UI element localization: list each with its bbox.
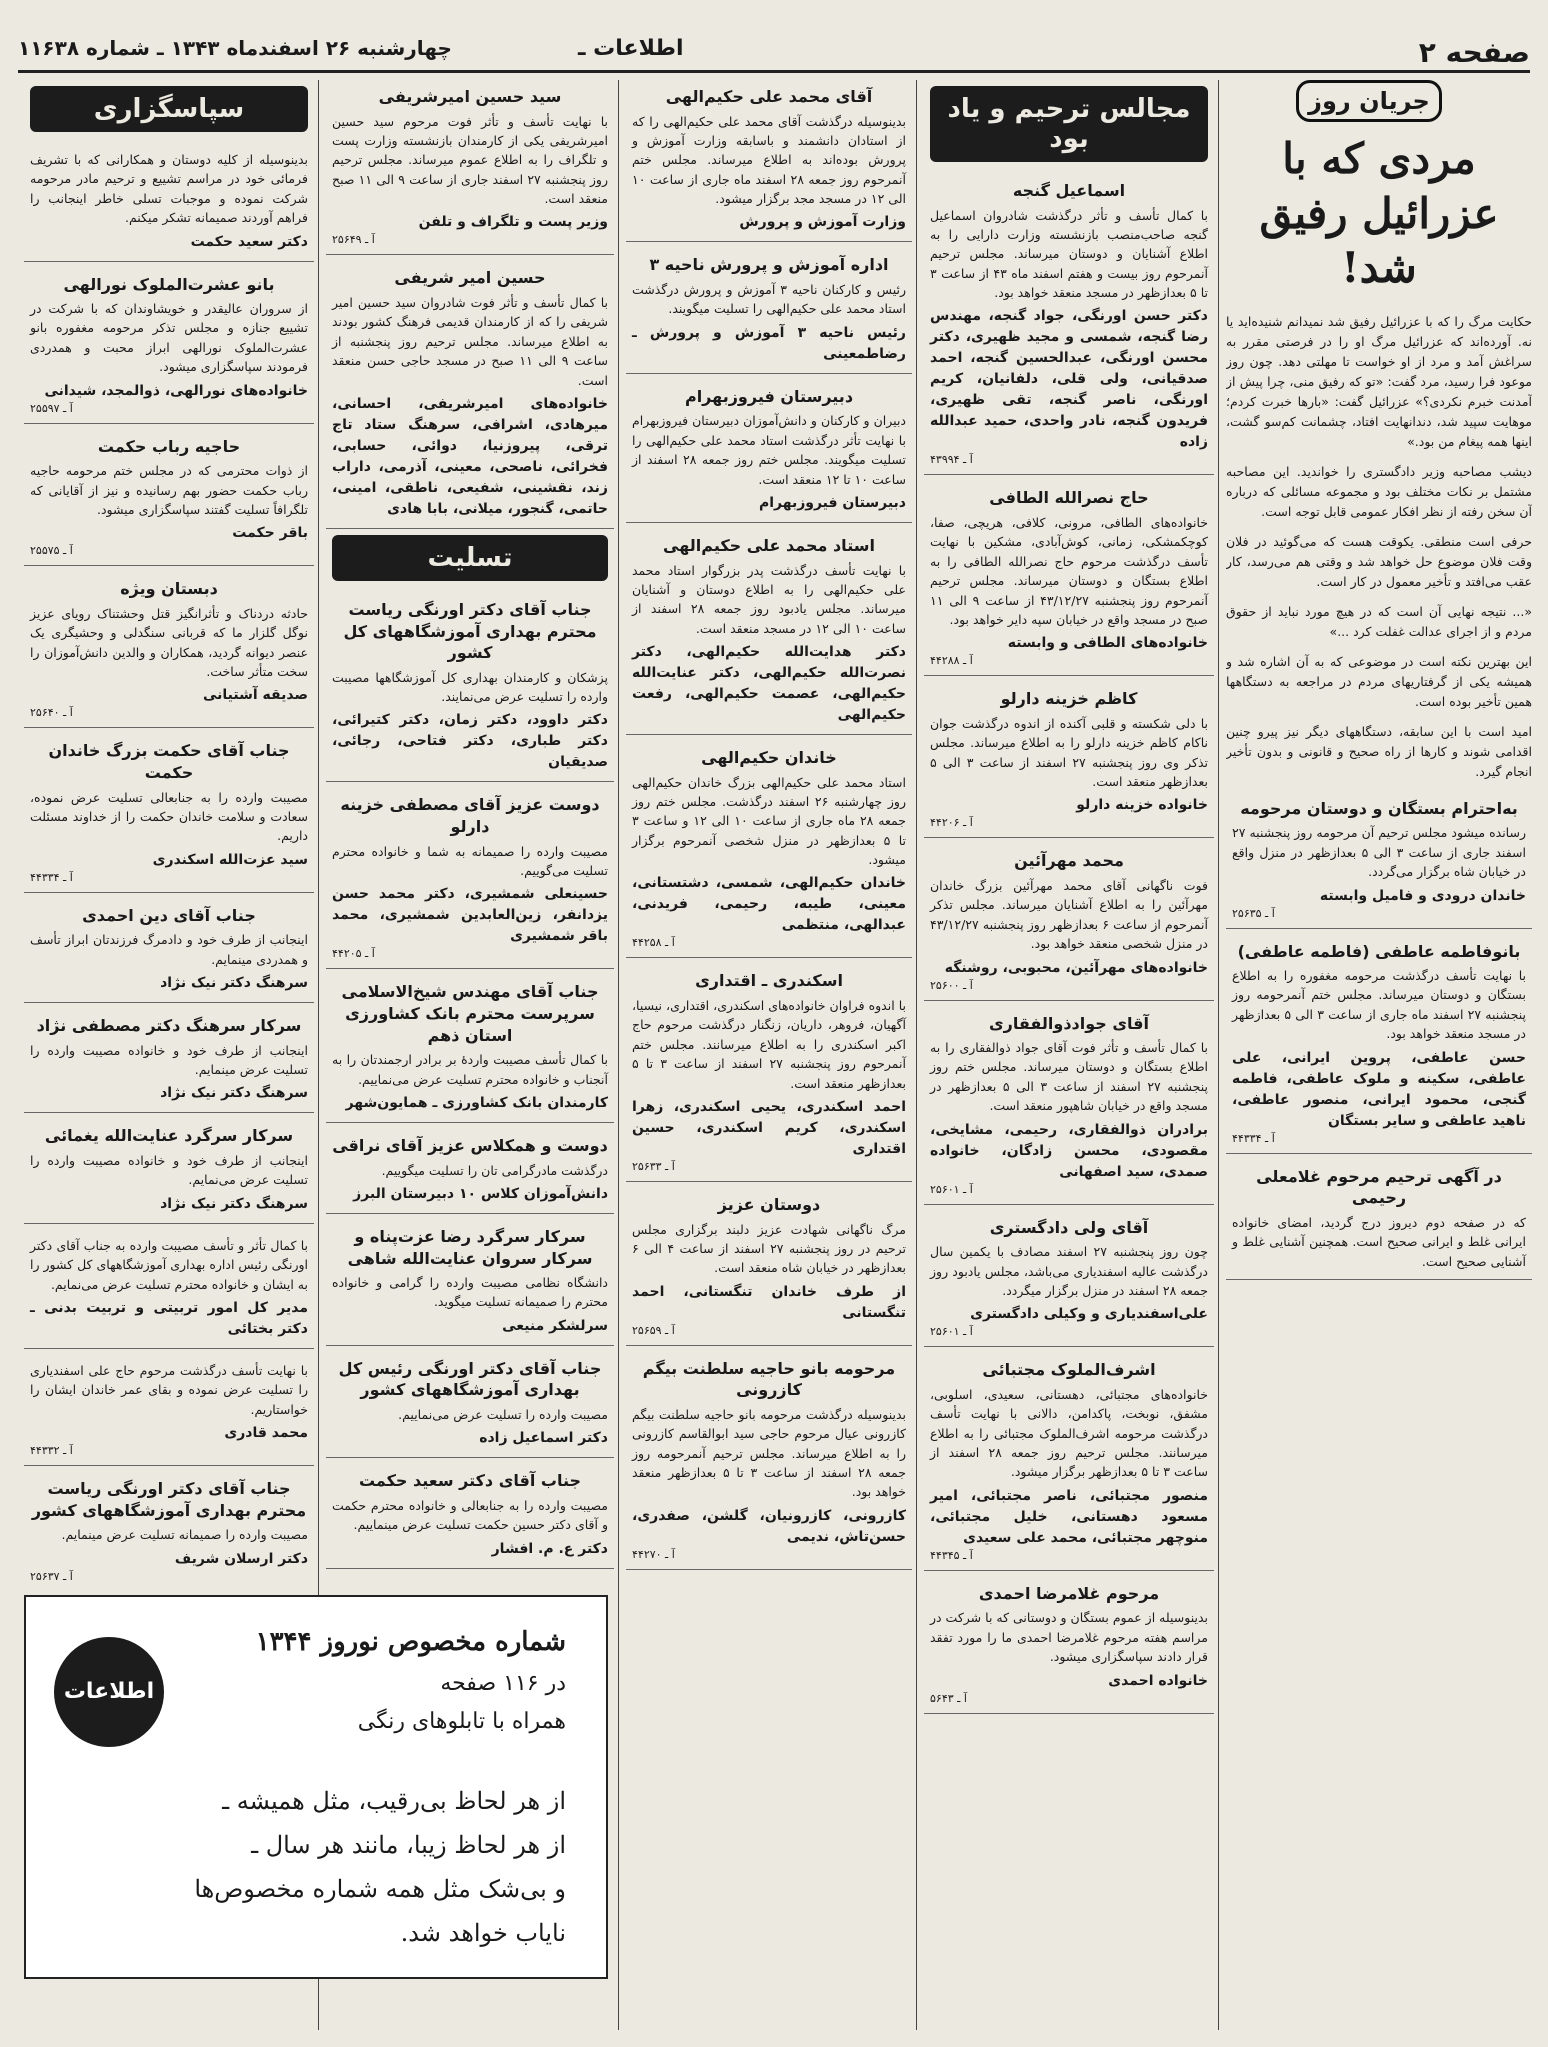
death-notice — [626, 248, 912, 373]
death-notice — [626, 380, 912, 523]
paper-name: اطلاعات ـ — [578, 36, 684, 61]
notice-signature: خانواده‌های نورالهی، ذوالمجد، شیدانی — [44, 382, 308, 399]
notice-title: دوستان عزیز — [717, 1194, 821, 1214]
notice-body: با نهایت تأسف درگذشت پدر بزرگوار استاد محمد علی حکیم‌الهی را به اطلاع دوستان و آشنایان میرساند. مجلس یادبود روز جمعه ۲۸ اسفند از ساعت ۱۰ الی ۱۲ در مسجد منعقد است. — [632, 562, 906, 636]
notice-reference: آ ـ ۲۵۵۷۵ — [30, 544, 73, 558]
notice-signature: دکتر هدایت‌الله حکیم‌الهی، دکتر نصرت‌الله حکیم‌الهی، دکتر عنایت‌الله حکیم‌الهی، عصمت حکیم‌الهی، رفعت حکیم‌الهی — [632, 644, 906, 723]
notices-list — [924, 174, 1214, 1714]
notice-body: با کمال تأسف و تأثر فوت شادروان سید حسین امیر شریفی را که از کارمندان قدیمی فرهنگ کشور بودند به اطلاع میرساند. مجلس ترحیم روز پنجشنبه از ساعت ۹ الی ۱۱ صبح در مسجد حاجی حسن منعقد است. — [332, 295, 608, 388]
notice-signature: دکتر سعید حکمت — [190, 233, 308, 250]
notice-title: سید حسین امیرشریفی — [378, 87, 562, 106]
death-notice — [626, 529, 912, 735]
death-notice — [326, 1129, 614, 1214]
ad-line: و بی‌شک مثل همه شماره مخصوص‌ها — [194, 1875, 566, 1903]
notice-title: جناب آقای دکتر اورنگی ریاست محترم بهداری آموزشگاههای کشور — [31, 1479, 307, 1520]
notice-title: کاظم خزینه دارلو — [1000, 689, 1138, 709]
notice-title: آقای جوادذوالفقاری — [988, 1013, 1150, 1033]
notice-title: دبیرستان فیروزبهرام — [684, 386, 854, 406]
notice-signature: وزیر پست و تلگراف و تلفن — [418, 214, 608, 231]
death-notice — [24, 1355, 314, 1466]
notice-signature: دکتر ع. م. افشار — [491, 1540, 608, 1557]
notice-signature: حسن عاطفی، پروین ایرانی، علی عاطفی، سکینه و ملوک عاطفی، فاطمه گنجی، محمود ایرانی، منصور عاطفی، ناهید عاطفی و سایر بستگان — [1232, 1049, 1526, 1129]
notice-body: چون روز پنجشنبه ۲۷ اسفند مصادف با یکمین سال درگذشت عالیه اسفندیاری می‌باشد، مجلس یادبود روز جمعه ۲۸ اسفند در منزل برگزار میگردد. — [930, 1244, 1208, 1298]
notice-reference: آ ـ ۴۴۳۳۴ — [30, 870, 73, 884]
notice-title: جناب آقای حکمت بزرگ خاندان حکمت — [48, 741, 290, 782]
notice-title: در آگهی ترحیم مرحوم غلامعلی رحیمی — [1256, 1166, 1502, 1208]
notice-body: استاد محمد علی حکیم‌الهی بزرگ خاندان حکیم‌الهی روز چهارشنبه ۲۶ اسفند درگذشت. مجلس ختم روز جمعه ۲۸ ماه جاری از ساعت ۱۰ الی ۱۲ و ساعت ۳ تا ۵ بعدازظهر در منزل شخصی آنمرحوم برگزار میشود. — [632, 774, 907, 868]
notice-signature: دکتر اسماعیل زاده — [479, 1430, 608, 1447]
notice-body: رئیس و کارکنان ناحیه ۳ آموزش و پرورش درگذشت استاد محمد علی حکیم‌الهی را تسلیت میگویند. — [632, 282, 907, 317]
notice-title: به‌احترام بستگان و دوستان مرحومه — [1240, 798, 1518, 818]
death-notice — [924, 1353, 1214, 1570]
notice-body: فوت ناگهانی آقای محمد مهرآئین بزرگ خاندان مهرآئین را به اطلاع آشنایان میرساند. مجلس تذکر آنمرحوم از ساعت ۶ بعدازظهر روز پنجشنبه ۴۳/۱۲/۲۷ در منزل شخصی منعقد خواهد بود. — [930, 878, 1208, 952]
thanks-column — [24, 80, 314, 1580]
column-rule — [618, 80, 619, 2030]
editorial-paragraph: حرفی است منطقی. یکوقت هست که می‌گوئید در فلان وقت فلان موضوع حل خواهد شد و وقتی هم می‌رسد، کار عقب می‌افتد و تأخیر معمول در کار است. — [1226, 533, 1532, 589]
notice-title: اسماعیل گنجه — [1012, 181, 1126, 200]
editorial-paragraph: «... نتیجه نهایی آن است که در هیچ مورد نباید از حقوق مردم و از اجرای عدالت غفلت کرد ...» — [1226, 603, 1532, 639]
death-notice — [326, 1464, 614, 1568]
notice-reference: آ ـ ۲۵۶۵۹ — [632, 1323, 675, 1337]
notice-signature: دبیرستان فیروزبهرام — [758, 494, 906, 511]
notice-reference: آ ـ ۴۴۲۰۵ — [332, 947, 375, 961]
editorial-paragraph: حکایت مرگ را که با عزرائیل رفیق شد نمیدانم شنیده‌اید یا نه. آورده‌اند که عزرائیل مرگ او را در فرصتی مقرر به سراغش آمد و مرد از او خواست تا مهلتی دهد. چون روز موعود فرا رسید، مرد گفت: «تو که رفیق منی، چرا پیش از آمدنت خبرم نکردی؟» عزرائیل گفت: «بارها خبرت کردم؛ موهایت سپید شد، دندانهایت افتاد، چشمانت کم‌سو گشت، اینها همه پیغام من بود.» — [1226, 313, 1532, 449]
notice-reference: آ ـ ۲۵۶۰۱ — [930, 1325, 973, 1339]
magazine-advertisement — [24, 1595, 608, 1979]
ad-line: در ۱۱۶ صفحه — [440, 1671, 566, 1696]
notice-body: پزشکان و کارمندان بهداری کل آموزشگاهها مصیبت وارده را تسلیت عرض می‌نمایند. — [332, 669, 608, 705]
death-notice — [24, 572, 314, 728]
notice-body: اینجانب از طرف خود و خانواده مصیبت وارده را تسلیت عرض مینمایم. — [30, 1042, 308, 1078]
notice-reference: آ ـ ۴۴۲۵۸ — [632, 936, 675, 950]
notice-body: با نهایت تأسف و تأثر فوت مرحوم سید حسین امیرشریفی یکی از کارمندان بازنشسته وزارت پست و تلگراف را به اطلاع عموم میرساند. مجلس ترحیم روز پنجشنبه ۲۷ اسفند جاری از ساعت ۹ الی ۱۱ صبح منعقد است. — [332, 113, 608, 207]
notice-signature: خانواده‌های الطافی و وابسته — [1007, 635, 1208, 652]
notice-title: دبستان ویژه — [120, 579, 218, 599]
notice-title: حاجیه رباب حکمت — [97, 436, 241, 456]
notice-signature: خانواده خزینه دارلو — [1076, 797, 1208, 814]
notice-signature: سرلشکر منیعی — [502, 1317, 608, 1334]
notice-signature: خاندان درودی و فامیل وابسته — [1319, 887, 1526, 904]
notice-reference: آ ـ ۴۴۲۸۸ — [930, 654, 973, 668]
masthead — [18, 30, 1530, 73]
ad-line: از هر لحاظ زیبا، مانند هر سال ـ — [251, 1831, 566, 1859]
condolence-column — [326, 80, 614, 1580]
notice-title: جناب آقای دکتر سعید حکمت — [358, 1471, 582, 1491]
death-notice — [626, 741, 912, 958]
notice-body: با کمال تأثر و تأسف مصیبت وارده به جناب آقای دکتر اورنگی رئیس اداره بهداری آموزشگاههای کل کشور را به ایشان و خانواده محترم تسلیت عرض می‌نمایم. — [30, 1237, 308, 1292]
ad-line: همراه با تابلوهای رنگی — [357, 1709, 566, 1734]
notice-reference: آ ـ ۲۵۶۳۵ — [1232, 906, 1275, 920]
notice-title: بانوفاطمه عاطفی (فاطمه عاطفی) — [1237, 941, 1521, 961]
notice-body: مصیبت وارده را صمیمانه به شما و خانواده محترم تسلیت می‌گوییم. — [332, 843, 608, 879]
notice-reference: آ ـ ۴۴۲۰۶ — [930, 816, 973, 830]
notice-reference: آ ـ ۲۵۶۰۰ — [930, 978, 973, 992]
notice-body: با نهایت تأسف درگذشت مرحوم حاج علی اسفندیاری را تسلیت عرض نموده و بقای عمر خاندان ایشان را خواستاریم. — [30, 1362, 308, 1417]
notice-signature: مدیر کل امور تربیتی و تربیت بدنی ـ دکتر بختائی — [30, 1299, 308, 1337]
death-notice — [326, 1220, 614, 1346]
notice-signature: خانواده‌های مهرآئین، محبوبی، روشنگه — [944, 959, 1208, 976]
notice-reference: آ ـ ۲۵۶۴۹ — [332, 233, 375, 247]
editorial-headline: مردی که با عزرائیل رفیق شد! — [1259, 134, 1499, 293]
death-notice — [24, 430, 314, 567]
death-notice — [326, 261, 614, 528]
column-rule — [916, 80, 917, 2030]
notice-body: با اندوه فراوان خانواده‌های اسکندری، اقتداری، نیسیا، آگهیان، فروهر، داریان، زنگنار درگذشت مرحوم حاج اکبر اسکندری را به اطلاع میرسانند. مجلس ختم آنمرحوم روز پنجشنبه ۲۷ اسفند از ساعت ۳ تا ۵ بعدازظهر منعقد است. — [632, 998, 906, 1091]
death-notice — [626, 1188, 912, 1346]
notice-reference: آ ـ ۴۴۳۳۲ — [30, 1444, 73, 1457]
death-notice — [24, 144, 314, 262]
notice-signature: رئیس ناحیه ۳ آموزش و پرورش ـ رضاطمعینی — [632, 324, 906, 362]
editorial-column — [1226, 80, 1532, 2030]
notices-list — [1226, 792, 1532, 1280]
death-notice — [326, 975, 614, 1123]
death-notice — [626, 1352, 912, 1570]
death-notice — [924, 682, 1214, 838]
notice-title: محمد مهرآئین — [1014, 851, 1124, 871]
notice-signature: باقر حکمت — [232, 525, 308, 542]
notice-body: بدینوسیله درگذشت آقای محمد علی حکیم‌الهی را که از استادان دانشمند و باسابقه وزارت آموزش و پرورش بوده‌اند به اطلاع میرساند. مجلس ختم آنمرحوم روز جمعه ۲۸ اسفند ماه جاری از ساعت ۱۰ الی ۱۲ در مسجد مجد برگزار میشود. — [632, 113, 906, 207]
section-banner: تسلیت — [332, 535, 608, 581]
notice-reference: آ ـ ۲۵۶۴۰ — [30, 706, 73, 720]
editorial-body — [1226, 312, 1532, 782]
notice-signature: دانش‌آموزان کلاس ۱۰ دبیرستان البرز — [353, 1185, 608, 1202]
notice-reference: آ ـ ۴۳۹۹۴ — [930, 453, 973, 467]
notice-title: اداره آموزش و پرورش ناحیه ۳ — [649, 255, 889, 275]
memorial-column — [924, 80, 1214, 2030]
death-notice — [1226, 1160, 1532, 1280]
notice-signature: دکتر ارسلان شریف — [174, 1550, 308, 1567]
notice-reference: آ ـ ۲۵۶۰۱ — [930, 1182, 973, 1196]
notice-body: مرگ ناگهانی شهادت عزیز دلبند برگزاری مجلس ترحیم در روز پنجشنبه ۲۷ اسفند از ساعت ۴ الی ۶ بعدازظهر در خیابان شاه منعقد است. — [632, 1221, 906, 1276]
notice-title: دوست و همکلاس عزیز آقای نراقی — [332, 1135, 608, 1155]
notice-title: حسین امیر شریفی — [394, 268, 546, 288]
notice-title: بانو عشرت‌الملوک نورالهی — [63, 274, 275, 294]
column-title: جریان روز — [1296, 80, 1442, 122]
death-notice — [924, 1007, 1214, 1205]
notice-signature: علی‌اسفندیاری و وکیلی دادگستری — [970, 1306, 1208, 1323]
notice-signature: منصور مجتبائی، ناصر مجتبائی، امیر مسعود دهستانی، خلیل مجتبائی، منوچهر مجتبائی، محمد علی سعیدی — [930, 1487, 1208, 1546]
notice-reference: آ ـ ۵۶۴۳ — [930, 1691, 967, 1705]
notice-body: خانواده‌های الطافی، مرونی، کلافی، هریچی، صفا، کوچکمشکی، زمانی، کوش‌آبادی، مشکین با نهایت تأسف درگذشت مرحوم حاج نصرالله الطافی را به اطلاع بستگان و دوستان میرساند. مجلس ترحیم آنمرحوم روز پنجشنبه ۴۳/۱۲/۲۷ از ساعت ۹ الی ۱۱ صبح در مسجد واقع در خیابان سپه دایر خواهد بود. — [930, 515, 1208, 627]
notices-list — [326, 593, 614, 1569]
death-notice — [24, 734, 314, 892]
notice-reference: آ ـ ۲۵۵۹۷ — [30, 401, 73, 415]
notice-body: از ذوات محترمی که در مجلس ختم مرحومه حاجیه رباب حکمت حضور بهم رسانیده و نیز از آقایانی که تلگرافاً تسلیت گفتند سپاسگزاری میشود. — [30, 463, 308, 517]
death-notice — [1226, 792, 1532, 929]
death-notice — [24, 1009, 314, 1113]
notice-body: مصیبت وارده را تسلیت عرض می‌نماییم. — [398, 1407, 608, 1423]
notice-reference: آ ـ ۲۵۶۳۳ — [632, 1159, 675, 1173]
notice-body: مصیبت وارده را به جنابعالی تسلیت عرض نموده، سعادت و سلامت خاندان حکمت را از خداوند مسئلت داریم. — [30, 789, 308, 844]
notice-body: با نهایت تأسف درگذشت مرحومه مغفوره را به اطلاع بستگان و دوستان میرساند. مجلس ختم آنمرحومه روز پنجشنبه ۲۷ اسفند ماه جاری از ساعت ۳ الی ۵ بعدازظهر در مسجد منعقد خواهد بود. — [1232, 968, 1526, 1042]
ad-line: نایاب خواهد شد. — [400, 1919, 566, 1947]
notice-reference: آ ـ ۲۵۶۳۷ — [30, 1569, 73, 1580]
notice-signature: سید عزت‌الله اسکندری — [152, 851, 308, 868]
notice-title: اشرف‌الملوک مجتبائی — [982, 1360, 1156, 1380]
notice-title: آقای محمد علی حکیم‌الهی — [665, 87, 873, 106]
editorial-paragraph: دیشب مصاحبه وزیر دادگستری را خواندید. این مصاحبه مشتمل بر نکات مختلف بود و مجموعه مسائلی که درباره آن سخن رفته از نظر افکار عمومی قابل توجه است. — [1226, 463, 1532, 519]
notice-signature: سرهنگ دکتر نیک نژاد — [160, 1195, 308, 1212]
column-rule — [1218, 80, 1219, 2030]
notice-signature: احمد اسکندری، یحیی اسکندری، زهرا اسکندری، کریم اسکندری، حسین اقتداری — [632, 1098, 906, 1157]
notice-signature: دکتر حسن اورنگی، جواد گنجه، مهندس رضا گنجه، شمسی و مجید ظهیری، دکتر محسن اورنگی، عبدالحسین گنجه، احمد صدقیانی، ولی قلی، دلفانیان، کریم اورنگی، ناصر گنجه، تقی ظهیری، فریدون گنجه، نادر واحدی، حمید عبدالله زاده — [930, 308, 1208, 451]
notices-list — [626, 80, 912, 1570]
notice-body: خانواده‌های مجتبائی، دهستانی، سعیدی، اسلوبی، مشفق، نوبخت، پاکدامن، دالانی با نهایت تأسف درگذشت مرحومه اشرف‌الملوک مجتبائی را به اطلاع میرسانند. مجلس ترحیم روز جمعه ۲۸ اسفند از ساعت ۳ تا ۵ بعدازظهر برگزار میشود. — [930, 1386, 1208, 1480]
death-notice — [24, 268, 314, 424]
ad-line: از هر لحاظ بی‌رقیب، مثل همیشه ـ — [222, 1787, 566, 1815]
section-banner: سپاسگزاری — [30, 86, 308, 132]
notice-title: اسکندری ـ اقتداری — [695, 971, 843, 991]
notice-body: حادثه دردناک و تأثرانگیز قتل وحشتناک رویای عزیز نوگل گلزار ما که قربانی سنگدلی و وحشیگری یک عنصر دیوانه گردید، همکاران و والدین دانش‌آموزان را سخت متأثر ساخت. — [30, 605, 308, 680]
death-notice — [24, 1119, 314, 1223]
notice-signature: کازرونی، کازرونیان، گلشن، صفدری، حسن‌تاش، ندیمی — [632, 1507, 906, 1545]
death-notice — [1226, 935, 1532, 1154]
page-number: صفحه ۲ — [1418, 36, 1530, 69]
notice-signature: از طرف خاندان تنگستانی، احمد تنگستانی — [632, 1283, 906, 1321]
notice-signature: کارمندان بانک کشاورزی ـ همایون‌شهر — [345, 1094, 608, 1111]
notice-signature: دکتر داوود، دکتر زمان، دکتر کتیرائی، دکتر طباری، دکتر فتاحی، رجائی، صدیقیان — [332, 712, 608, 771]
notice-title: استاد محمد علی حکیم‌الهی — [663, 535, 875, 555]
notice-signature: صدیقه آشتیانی — [203, 687, 308, 704]
notice-body: اینجانب از طرف خود و خانواده مصیبت وارده را تسلیت عرض می‌نمایم. — [30, 1153, 308, 1188]
notice-body: رسانده میشود مجلس ترحیم آن مرحومه روز پنجشنبه ۲۷ اسفند جاری از ساعت ۳ الی ۵ بعدازظهر در منزل واقع در خیابان شاه برگزار می‌گردد. — [1232, 825, 1526, 880]
notice-body: مصیبت وارده را صمیمانه تسلیت عرض مینمایم. — [61, 1527, 308, 1543]
notices-list — [24, 144, 314, 1580]
notices-list — [326, 80, 614, 529]
death-notice — [924, 174, 1214, 475]
notice-title: جناب آقای مهندس شیخ‌الاسلامی سرپرست محترم بانک کشاورزی استان ذهم — [341, 982, 599, 1045]
notice-body: درگذشت مادرگرامی تان را تسلیت میگوییم. — [381, 1162, 608, 1178]
editorial-paragraph: این بهترین نکته است در موضوعی که به آن اشاره شد و همیشه یکی از گرفتاریهای مردم در مراجعه به دستگاهها همین تأخیر بوده است. — [1226, 653, 1532, 709]
notice-title: سرکار سرگرد عنایت‌الله یغمائی — [44, 1126, 294, 1146]
notice-body: با دلی شکسته و قلبی آکنده از اندوه درگذشت جوان ناکام کاظم خزینه دارلو را به اطلاع میرساند. مجلس تذکر وی روز پنجشنبه ۲۷ اسفند از ساعت ۳ الی ۵ بعدازظهر منعقد است. — [930, 715, 1208, 790]
notice-signature: وزارت آموزش و پرورش — [739, 214, 906, 231]
magazine-logo: اطلاعات هفتگی — [54, 1637, 164, 1747]
issue-date: چهارشنبه ۲۶ اسفندماه ۱۳۴۳ ـ شماره ۱۱۶۳۸ — [18, 36, 452, 60]
death-notice — [24, 1230, 314, 1349]
notice-title: سرکار سرهنگ دکتر مصطفی نژاد — [36, 1016, 302, 1036]
notice-body: بدینوسیله درگذشت مرحومه بانو حاجیه سلطنت بیگم کازرونی عیال مرحوم حاجی سید ابوالقاسم کازرونی را به اطلاع میرساند. مجلس ترحیم آنمرحومه روز جمعه ۲۸ اسفند از ساعت ۳ تا ۵ بعدازظهر منعقد خواهد بود. — [632, 1406, 906, 1500]
death-notice — [24, 1472, 314, 1580]
notice-signature: سرهنگ دکتر نیک نژاد — [160, 1085, 308, 1102]
death-notice — [626, 964, 912, 1181]
notice-body: با کمال تأسف مصیبت واردهٔ بر برادر ارجمندتان را به آنجناب و خانواده محترم تسلیت عرض می‌نماییم. — [332, 1052, 608, 1087]
notice-body: با کمال تأسف و تأثر فوت آقای جواد ذوالفقاری را به اطلاع بستگان و دوستان میرساند. مجلس ختم روز پنجشنبه ۲۷ اسفند از ساعت ۳ الی ۵ بعدازظهر در مسجد واقع در خیابان شاهپور منعقد است. — [930, 1040, 1208, 1114]
notice-title: جناب آقای دکتر اورنگی ریاست محترم بهداری آموزشگاههای کل کشور — [343, 599, 597, 663]
notice-body: مصیبت وارده را به جنابعالی و خانواده محترم حکمت و آقای دکتر حسین حکمت تسلیت عرض مینماییم. — [332, 1498, 608, 1533]
notice-signature: برادران ذوالفقاری، رحیمی، مشایخی، مقصودی، محسن زادگان، خانواده صمدی، سید اصفهانی — [930, 1121, 1208, 1180]
notice-signature: خاندان حکیم‌الهی، شمسی، دشتستانی، معینی، طیبه، رحیمی، فریدنی، عبدالهی، منتظمی — [632, 875, 906, 934]
notice-body: بدینوسیله از عموم بستگان و دوستانی که با شرکت در مراسم هفته مرحوم غلامرضا احمدی ما را مورد تفقد قرار دادند سپاسگزاری میشود. — [929, 1610, 1208, 1665]
notice-title: آقای ولی دادگستری — [989, 1217, 1149, 1237]
notice-signature: خانواده احمدی — [1108, 1672, 1208, 1689]
notice-signature: حسینعلی شمشیری، دکتر محمد حسن یزدانفر، زین‌العابدین شمشیری، محمد باقر شمشیری — [332, 886, 608, 945]
death-notice — [326, 1352, 614, 1459]
notice-signature: سرهنگ دکتر نیک نژاد — [160, 975, 308, 992]
notice-title: جناب آقای دکتر اورنگی رئیس کل بهداری آموزشگاههای کشور — [338, 1358, 602, 1400]
notice-signature: خانواده‌های امیرشریفی، احسانی، میرهادی، اشرافی، سرهنگ ستاد تاج ترقی، پیروزنیا، دوائی، حسابی، فخرائی، ناصحی، معینی، آذرمی، داراب زند، نقشینی، شفیعی، ناطقی، امینی، حاتمی، گنجور، میلانی، بابا هادی — [332, 395, 608, 517]
notice-body: از سروران عالیقدر و خویشاوندان که با شرکت در تشییع جنازه و مجلس تذکر مرحومه مغفوره بانو عشرت‌الملوک نورالهی ابراز محبت و همدردی فرمودند سپاسگزاری میشود. — [30, 301, 308, 375]
notice-body: بدینوسیله از کلیه دوستان و همکارانی که با تشریف فرمائی خود در مراسم تشییع و ترحیم مادر مرحومه شرکت نموده و موجبات تسلی خاطر اینجانب را فراهم آوردند صمیمانه تشکر میکنم. — [30, 152, 308, 226]
notice-title: حاج نصرالله الطافی — [989, 488, 1149, 508]
notice-reference: آ ـ ۴۴۲۷۰ — [632, 1547, 675, 1561]
death-notice — [924, 1577, 1214, 1714]
notice-body: دبیران و کارکنان و دانش‌آموزان دبیرستان فیروزبهرام با نهایت تأثر درگذشت استاد محمد علی حکیم‌الهی را تسلیت میگویند. مجلس ختم روز جمعه ۲۸ اسفند از ساعت ۱۰ تا ۱۲ منعقد است. — [632, 413, 906, 487]
notice-body: با کمال تأسف و تأثر درگذشت شادروان اسماعیل گنجه صاحب‌منصب بازنشسته وزارت دارایی را به اطلاع آشنایان و دوستان میرساند. مجلس ترحیم آنمرحوم روز بیست و هفتم اسفند ماه ۴۳ از ساعت ۳ تا ۵ بعدازظهر در مسجد منعقد خواهد بود. — [930, 207, 1208, 301]
death-notice — [924, 844, 1214, 1000]
death-notice — [24, 899, 314, 1003]
death-notice — [326, 80, 614, 255]
editorial-paragraph: امید است با این سابقه، دستگاههای دیگر نیز پیرو چنین اقدامی شوند و کارها از راه صحیح و قانونی و بدون تأخیر انجام گیرد. — [1226, 723, 1532, 779]
death-notice — [626, 80, 912, 242]
notice-title: سرکار سرگرد رضا عزت‌پناه و سرکار سروان عنایت‌الله شاهی — [347, 1226, 593, 1268]
memorial-column-2 — [626, 80, 912, 2030]
notice-title: مرحومه بانو حاجیه سلطنت بیگم کازرونی — [642, 1358, 896, 1400]
notice-body: دانشگاه نظامی مصیبت وارده را گرامی و خانواده محترم را صمیمانه تسلیت میگوید. — [332, 1275, 608, 1310]
notice-title: خاندان حکیم‌الهی — [701, 748, 837, 767]
ad-line: شماره مخصوص نوروز ۱۳۴۴ — [255, 1627, 566, 1657]
notice-title: دوست عزیز آقای مصطفی خزینه دارلو — [340, 795, 600, 837]
notice-body: که در صفحه دوم دیروز درج گردید، امضای خانواده ایرانی غلط و ایرانی صحیح است. همچنین آشنایی غلط و آشنایی صحیح است. — [1232, 1214, 1526, 1269]
notice-title: مرحوم غلامرضا احمدی — [978, 1583, 1160, 1603]
section-banner: مجالس ترحیم و یاد بود — [930, 86, 1208, 162]
notice-reference: آ ـ ۴۴۳۴۵ — [930, 1548, 973, 1562]
notice-reference: آ ـ ۴۴۳۳۴ — [1232, 1131, 1275, 1145]
notice-signature: محمد قادری — [224, 1425, 308, 1441]
death-notice — [924, 1211, 1214, 1348]
death-notice — [924, 481, 1214, 676]
death-notice — [326, 593, 614, 783]
notice-title: جناب آقای دین احمدی — [82, 905, 256, 925]
death-notice — [326, 788, 614, 969]
notice-body: اینجانب از طرف خود و دادمرگ فرزندتان ابراز تأسف و همدردی مینمایم. — [30, 932, 308, 967]
